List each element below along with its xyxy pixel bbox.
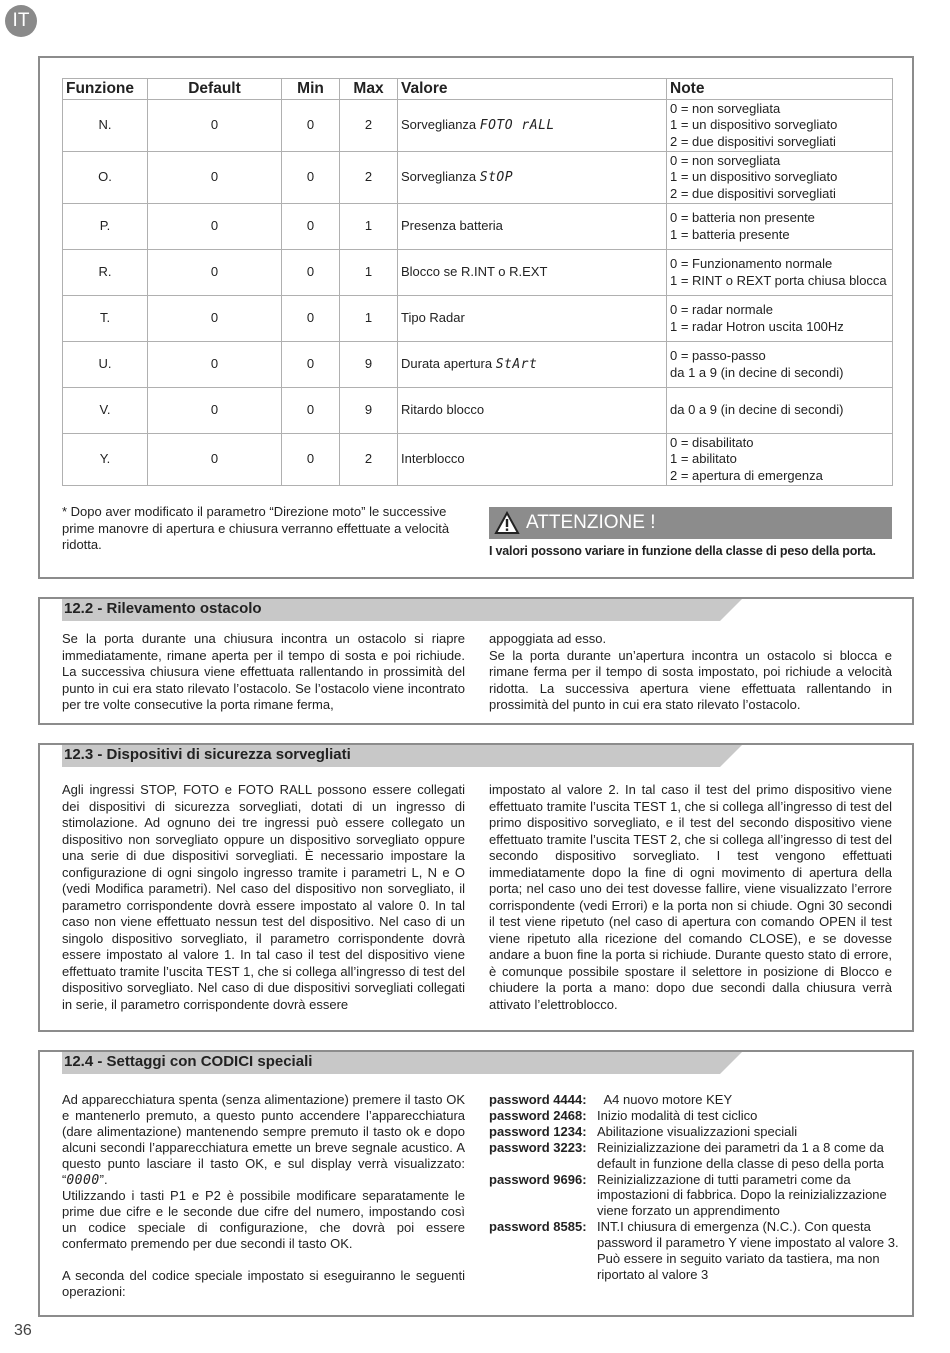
warning-title: ATTENZIONE ! <box>526 512 656 533</box>
note-line: 0 = radar normale <box>670 302 773 317</box>
table-row <box>63 296 893 342</box>
cell-funzione: O. <box>63 152 148 204</box>
password-row <box>489 1108 901 1124</box>
paragraph: Se la porta durante una chiusura incontra un ostacolo si riapre immediatamente, rimane aperta per il tempo di sosta e poi richiude. La successiva chiusura viene effettuata rallentando in prossimità del punto in cui era stato rilevato l’ostacolo. Se l’ostacolo viene incontrato per tre volte consecutive la porta rimane ferma, <box>62 631 465 712</box>
cell-funzione: N. <box>63 100 148 152</box>
table-row <box>63 434 893 486</box>
header-min: Min <box>282 79 340 100</box>
valore-text: Sorveglianza <box>401 116 477 132</box>
password-description: Inizio modalità di test ciclico <box>597 1107 758 1123</box>
section-monitored-devices <box>38 743 914 1032</box>
header-note: Note <box>667 79 893 100</box>
paragraph <box>62 1092 465 1188</box>
note-line: 0 = non sorvegliata <box>670 152 781 168</box>
parameter-table-panel <box>38 56 914 579</box>
right-column <box>489 631 892 714</box>
cell-min: 0 <box>282 100 340 152</box>
cell-default: 0 <box>148 434 282 486</box>
password-description: Abilitazione visualizzazioni speciali <box>597 1123 798 1139</box>
cell-min: 0 <box>282 388 340 434</box>
cell-valore: Ritardo blocco <box>398 388 667 434</box>
note-line: 0 = batteria non presente <box>670 210 815 225</box>
cell-max: 2 <box>340 434 398 486</box>
left-column <box>62 1092 465 1300</box>
section-header <box>62 599 742 621</box>
cell-min: 0 <box>282 152 340 204</box>
paragraph: A seconda del codice speciale impostato si eseguiranno le seguenti operazioni: <box>62 1268 465 1299</box>
cell-valore <box>398 342 667 388</box>
section-title: 12.3 - Dispositivi di sicurezza sorvegliati <box>64 746 351 763</box>
password-code: password 2468: <box>489 1107 587 1123</box>
cell-note <box>667 296 893 342</box>
text-run: ”. <box>99 1171 108 1187</box>
password-code: password 1234: <box>489 1123 587 1139</box>
cell-min: 0 <box>282 342 340 388</box>
cell-note <box>667 434 893 486</box>
section-header <box>62 1052 742 1074</box>
table-row <box>63 152 893 204</box>
table-header-row <box>63 79 893 100</box>
note-line: 1 = radar Hotron uscita 100Hz <box>670 318 844 334</box>
text-run: Ad apparecchiatura spenta (senza alimentazione) premere il tasto OK e mantenerlo premuto, a questo punto accendere l’apparecchiatura (dare alimentazione) mantenendo sempre premuto il tasto ok e dopo alcuni secondi l’apparecchiatura emette un breve segnale acustico. A questo punto lasciare il tasto OK, e sul display verrà visualizzato: “ <box>62 1092 465 1187</box>
display-code: StOP <box>479 169 514 185</box>
table-row <box>63 204 893 250</box>
cell-default: 0 <box>148 152 282 204</box>
password-code: password 4444: <box>489 1092 587 1107</box>
cell-funzione: V. <box>63 388 148 434</box>
warning-banner <box>489 507 892 539</box>
cell-note <box>667 100 893 152</box>
cell-min: 0 <box>282 250 340 296</box>
cell-funzione: Y. <box>63 434 148 486</box>
paragraph: Utilizzando i tasti P1 e P2 è possibile modificare separatamente le prime due cifre e le seconde due cifre del numero, impostando così un codice speciale di configurazione, che dovrà poi essere confermato premendo per due secondi il tasto OK. <box>62 1188 465 1252</box>
right-column <box>489 782 892 1013</box>
display-code: StArt <box>495 356 538 372</box>
cell-max: 1 <box>340 296 398 342</box>
cell-min: 0 <box>282 296 340 342</box>
cell-default: 0 <box>148 100 282 152</box>
cell-max: 1 <box>340 204 398 250</box>
section-title: 12.2 - Rilevamento ostacolo <box>64 600 262 617</box>
cell-valore <box>398 100 667 152</box>
note-line: da 1 a 9 (in decine di secondi) <box>670 364 844 380</box>
cell-min: 0 <box>282 204 340 250</box>
left-column <box>62 782 465 1013</box>
footnote: * Dopo aver modificato il parametro “Direzione moto” le successive prime manovre di apertura e chiusura verranno effettuate a velocità ridotta. <box>62 504 450 552</box>
cell-valore: Tipo Radar <box>398 296 667 342</box>
cell-default: 0 <box>148 296 282 342</box>
note-line: 1 = abilitato <box>670 451 737 467</box>
page-number: 36 <box>14 1322 32 1339</box>
paragraph: Se la porta durante un’apertura incontra un ostacolo si blocca e rimane ferma per il tempo di sosta impostato, poi richiude a velocità ridotta. La successiva apertura viene effettuata rallentando in prossimità del punto in cui era stato rilevato l’ostacolo. <box>489 647 892 712</box>
cell-default: 0 <box>148 342 282 388</box>
warning-icon <box>494 511 520 535</box>
cell-valore: Blocco se R.INT o R.EXT <box>398 250 667 296</box>
note-line: 1 = un dispositivo sorvegliato <box>670 169 838 185</box>
cell-note <box>667 152 893 204</box>
cell-max: 1 <box>340 250 398 296</box>
parameter-table <box>62 78 893 486</box>
password-description: Reinizializzazione dei parametri da 1 a 8 come da default in funzione della classe di peso della porta <box>597 1139 884 1171</box>
note-line: 2 = apertura di emergenza <box>670 467 823 483</box>
cell-funzione: U. <box>63 342 148 388</box>
password-code: password 8585: <box>489 1219 587 1235</box>
password-description: A4 nuovo motore KEY <box>597 1092 733 1107</box>
cell-note <box>667 204 893 250</box>
note-line: 0 = disabilitato <box>670 434 754 450</box>
cell-max: 2 <box>340 100 398 152</box>
password-row <box>489 1172 901 1220</box>
valore-text: Sorveglianza <box>401 168 477 184</box>
password-code: password 9696: <box>489 1171 587 1187</box>
password-row <box>489 1140 901 1172</box>
cell-note <box>667 250 893 296</box>
cell-default: 0 <box>148 250 282 296</box>
cell-note <box>667 388 893 434</box>
table-row <box>63 388 893 434</box>
note-line: 1 = un dispositivo sorvegliato <box>670 117 838 133</box>
warning-text: I valori possono variare in funzione della classe di peso della porta. <box>489 544 876 558</box>
password-description: INT.I chiusura di emergenza (N.C.). Con questa password il parametro Y viene impostato al valore 3. Può essere in seguito variato da tastiera, ma non riportato al valore 3 <box>597 1219 899 1282</box>
password-row <box>489 1092 901 1108</box>
cell-max: 9 <box>340 388 398 434</box>
section-special-codes <box>38 1050 914 1317</box>
cell-max: 9 <box>340 342 398 388</box>
note-line: 1 = RINT o REXT porta chiusa blocca <box>670 272 887 288</box>
display-code: 0000 <box>66 1172 100 1188</box>
cell-funzione: T. <box>63 296 148 342</box>
cell-funzione: R. <box>63 250 148 296</box>
note-line: 1 = batteria presente <box>670 226 790 242</box>
note-line: 0 = non sorvegliata <box>670 100 781 116</box>
paragraph: Agli ingressi STOP, FOTO e FOTO RALL possono essere collegati dei dispositivi di sicurezza sorvegliati, dotati di un ingresso di stimolazione. Ad ognuno dei tre ingressi può essere collegato un dispositivo non sorvegliato oppure un dispositivo sorvegliato oppure una serie di due dispositivi sorvegliati. È necessario impostare la configurazione di ogni singolo ingresso tramite i parametri L, N e O (vedi Modifica parametri). Nel caso del dispositivo non sorvegliato, il parametro corrispondente dovrà essere impostato al valore 0. In tal caso non viene effettuato nessun test del dispositivo. Nel caso di un singolo dispositivo sorvegliato, il parametro corrispondente dovrà essere impostato al valore 1. In tal caso il test del dispositivo viene effettuato tramite l’uscita TEST 1, che si collega all’ingresso di test del dispositivo sorvegliato. Nel caso di due dispositivi sorvegliati collegati in serie, il parametro corrispondente dovrà essere <box>62 782 465 1012</box>
cell-note <box>667 342 893 388</box>
table-row <box>63 250 893 296</box>
note-line: 0 = Funzionamento normale <box>670 256 833 271</box>
password-list <box>489 1092 901 1283</box>
password-row <box>489 1124 901 1140</box>
table-row <box>63 342 893 388</box>
left-column <box>62 631 465 714</box>
cell-default: 0 <box>148 388 282 434</box>
cell-funzione: P. <box>63 204 148 250</box>
cell-valore <box>398 152 667 204</box>
note-line: 2 = due dispositivi sorvegliati <box>670 133 836 149</box>
header-max: Max <box>340 79 398 100</box>
cell-valore: Presenza batteria <box>398 204 667 250</box>
header-default: Default <box>148 79 282 100</box>
paragraph: impostato al valore 2. In tal caso il test del primo dispositivo viene effettuato tramite l’uscita TEST 1, che si collega all’ingresso di test del primo dispositivo sorvegliato, e il test del secondo dispositivo viene effettuato tramite l’uscita TEST 2, che si collega all’ingresso di test del secondo dispositivo sorvegliato. I test vengono effettuati immediatamente dopo la fine di ogni movimento di apertura della porta; nel caso uno dei test dovesse fallire, viene visualizzato l’errore corrispondente (vedi Errori) e la porta non si chiude. Ogni 30 secondi il test viene ripetuto (nel caso di apertura con comando OPEN il test viene ripetuto alla ricezione del comando CLOSE), e se dovesse andare a buon fine la porta si richiude. Durante questo stato di errore, è comunque possibile spostare il selettore in posizione di Blocco e chiudere la porta a mano: dopo due secondi dalla chiusura verrà attivato l’elettroblocco. <box>489 782 892 1012</box>
note-line: da 0 a 9 (in decine di secondi) <box>670 402 844 418</box>
header-funzione: Funzione <box>63 79 148 100</box>
section-header <box>62 745 742 767</box>
password-row <box>489 1219 901 1283</box>
cell-valore: Interblocco <box>398 434 667 486</box>
paragraph: appoggiata ad esso. <box>489 631 607 646</box>
section-title: 12.4 - Settaggi con CODICI speciali <box>64 1053 313 1070</box>
password-description: Reinizializzazione di tutti parametri come da impostazioni di fabbrica. Dopo la reinizializzazione viene forzato un apprendimento <box>597 1171 887 1219</box>
note-line: 0 = passo-passo <box>670 348 766 363</box>
cell-max: 2 <box>340 152 398 204</box>
display-code: FOTO rALL <box>479 117 555 133</box>
cell-default: 0 <box>148 204 282 250</box>
valore-text: Durata apertura <box>401 355 493 371</box>
table-row <box>63 100 893 152</box>
section-obstacle-detection <box>38 597 914 725</box>
language-badge: IT <box>5 5 37 37</box>
note-line: 2 = due dispositivi sorvegliati <box>670 185 836 201</box>
header-valore: Valore <box>398 79 667 100</box>
password-code: password 3223: <box>489 1139 587 1155</box>
cell-min: 0 <box>282 434 340 486</box>
